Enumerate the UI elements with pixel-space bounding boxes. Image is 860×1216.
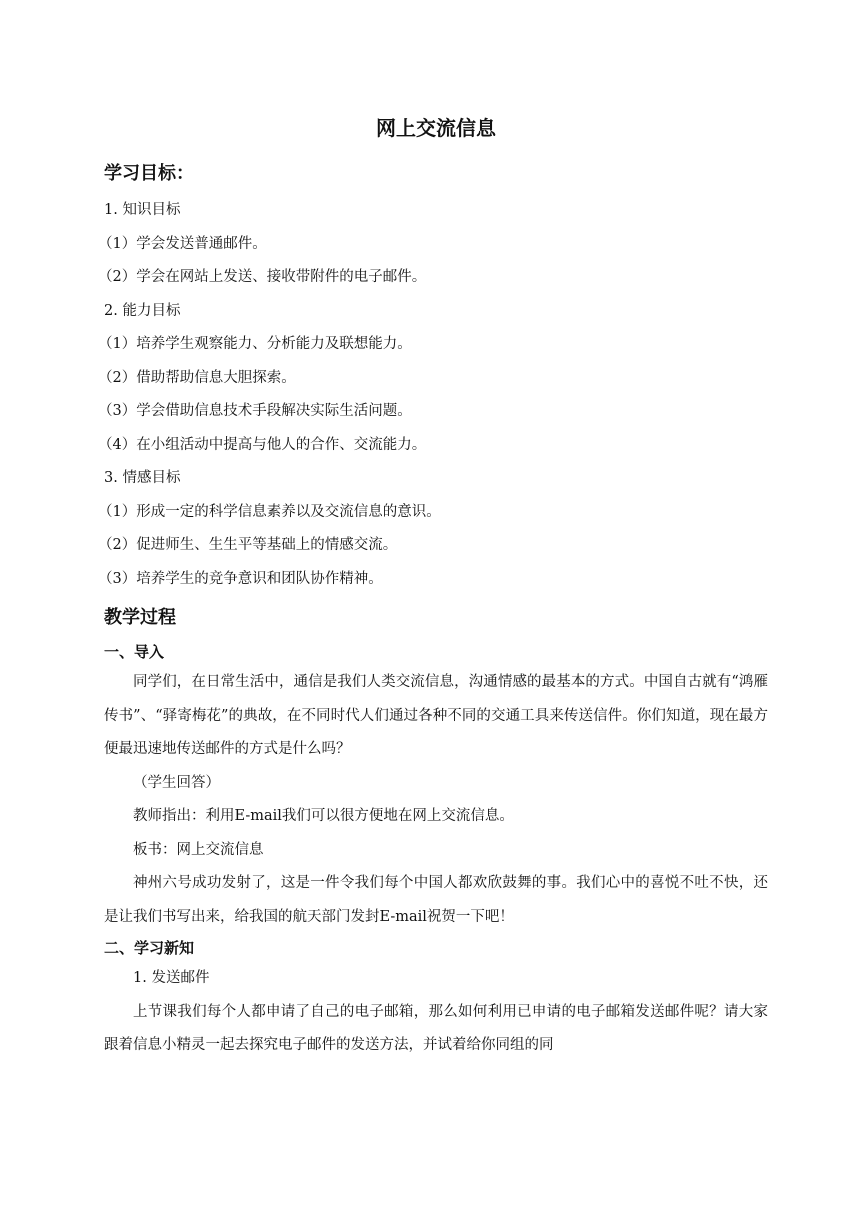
teacher-note: 教师指出：利用E-mail我们可以很方便地在网上交流信息。 bbox=[133, 808, 514, 824]
objective-item: （2）学会在网站上发送、接收带附件的电子邮件。 bbox=[98, 269, 427, 285]
send-mail-subheading: 1. 发送邮件 bbox=[133, 970, 210, 986]
new-knowledge-heading: 二、学习新知 bbox=[104, 939, 195, 957]
objective-item: （1）学会发送普通邮件。 bbox=[98, 235, 267, 252]
objective-item: （1）形成一定的科学信息素养以及交流信息的意识。 bbox=[98, 503, 441, 520]
objectives-heading: 学习目标： bbox=[104, 163, 194, 184]
document-page bbox=[98, 110, 768, 1063]
student-answer-note: （学生回答） bbox=[133, 774, 220, 791]
objective-item: （4）在小组活动中提高与他人的合作、交流能力。 bbox=[98, 436, 427, 453]
intro-paragraph: 同学们，在日常生活中，通信是我们人类交流信息，沟通情感的最基本的方式。中国自古就有“鸿雁传书”、“驿寄梅花”的典故，在不同时代人们通过各种不同的交通工具来传送信件。你们知道，现在最方便最迅速地传送邮件的方式是什么吗？ bbox=[104, 674, 768, 757]
objectives-list bbox=[98, 194, 768, 596]
objective-item: （3）学会借助信息技术手段解决实际生活问题。 bbox=[98, 403, 412, 419]
objective-item: （1）培养学生观察能力、分析能力及联想能力。 bbox=[98, 336, 412, 352]
shenzhou-paragraph: 神州六号成功发射了，这是一件令我们每个中国人都欢欣鼓舞的事。我们心中的喜悦不吐不快，还是让我们书写出来，给我国的航天部门发封E-mail祝贺一下吧！ bbox=[104, 875, 768, 925]
objective-item: （3）培养学生的竞争意识和团队协作精神。 bbox=[98, 570, 383, 587]
objective-category: 3. 情感目标 bbox=[104, 470, 181, 486]
intro-heading: 一、导入 bbox=[104, 643, 165, 661]
objective-category: 1. 知识目标 bbox=[104, 202, 181, 218]
process-heading: 教学过程 bbox=[104, 607, 176, 628]
document-title: 网上交流信息 bbox=[376, 116, 496, 140]
objective-item: （2）借助帮助信息大胆探索。 bbox=[98, 369, 296, 386]
board-note: 板书：网上交流信息 bbox=[133, 841, 264, 858]
send-mail-paragraph: 上节课我们每个人都申请了自己的电子邮箱，那么如何利用已申请的电子邮箱发送邮件呢？请大家跟着信息小精灵一起去探究电子邮件的发送方法，并试着给你同组的同 bbox=[104, 1003, 768, 1053]
objective-item: （2）促进师生、生生平等基础上的情感交流。 bbox=[98, 537, 398, 553]
objective-category: 2. 能力目标 bbox=[104, 302, 181, 319]
